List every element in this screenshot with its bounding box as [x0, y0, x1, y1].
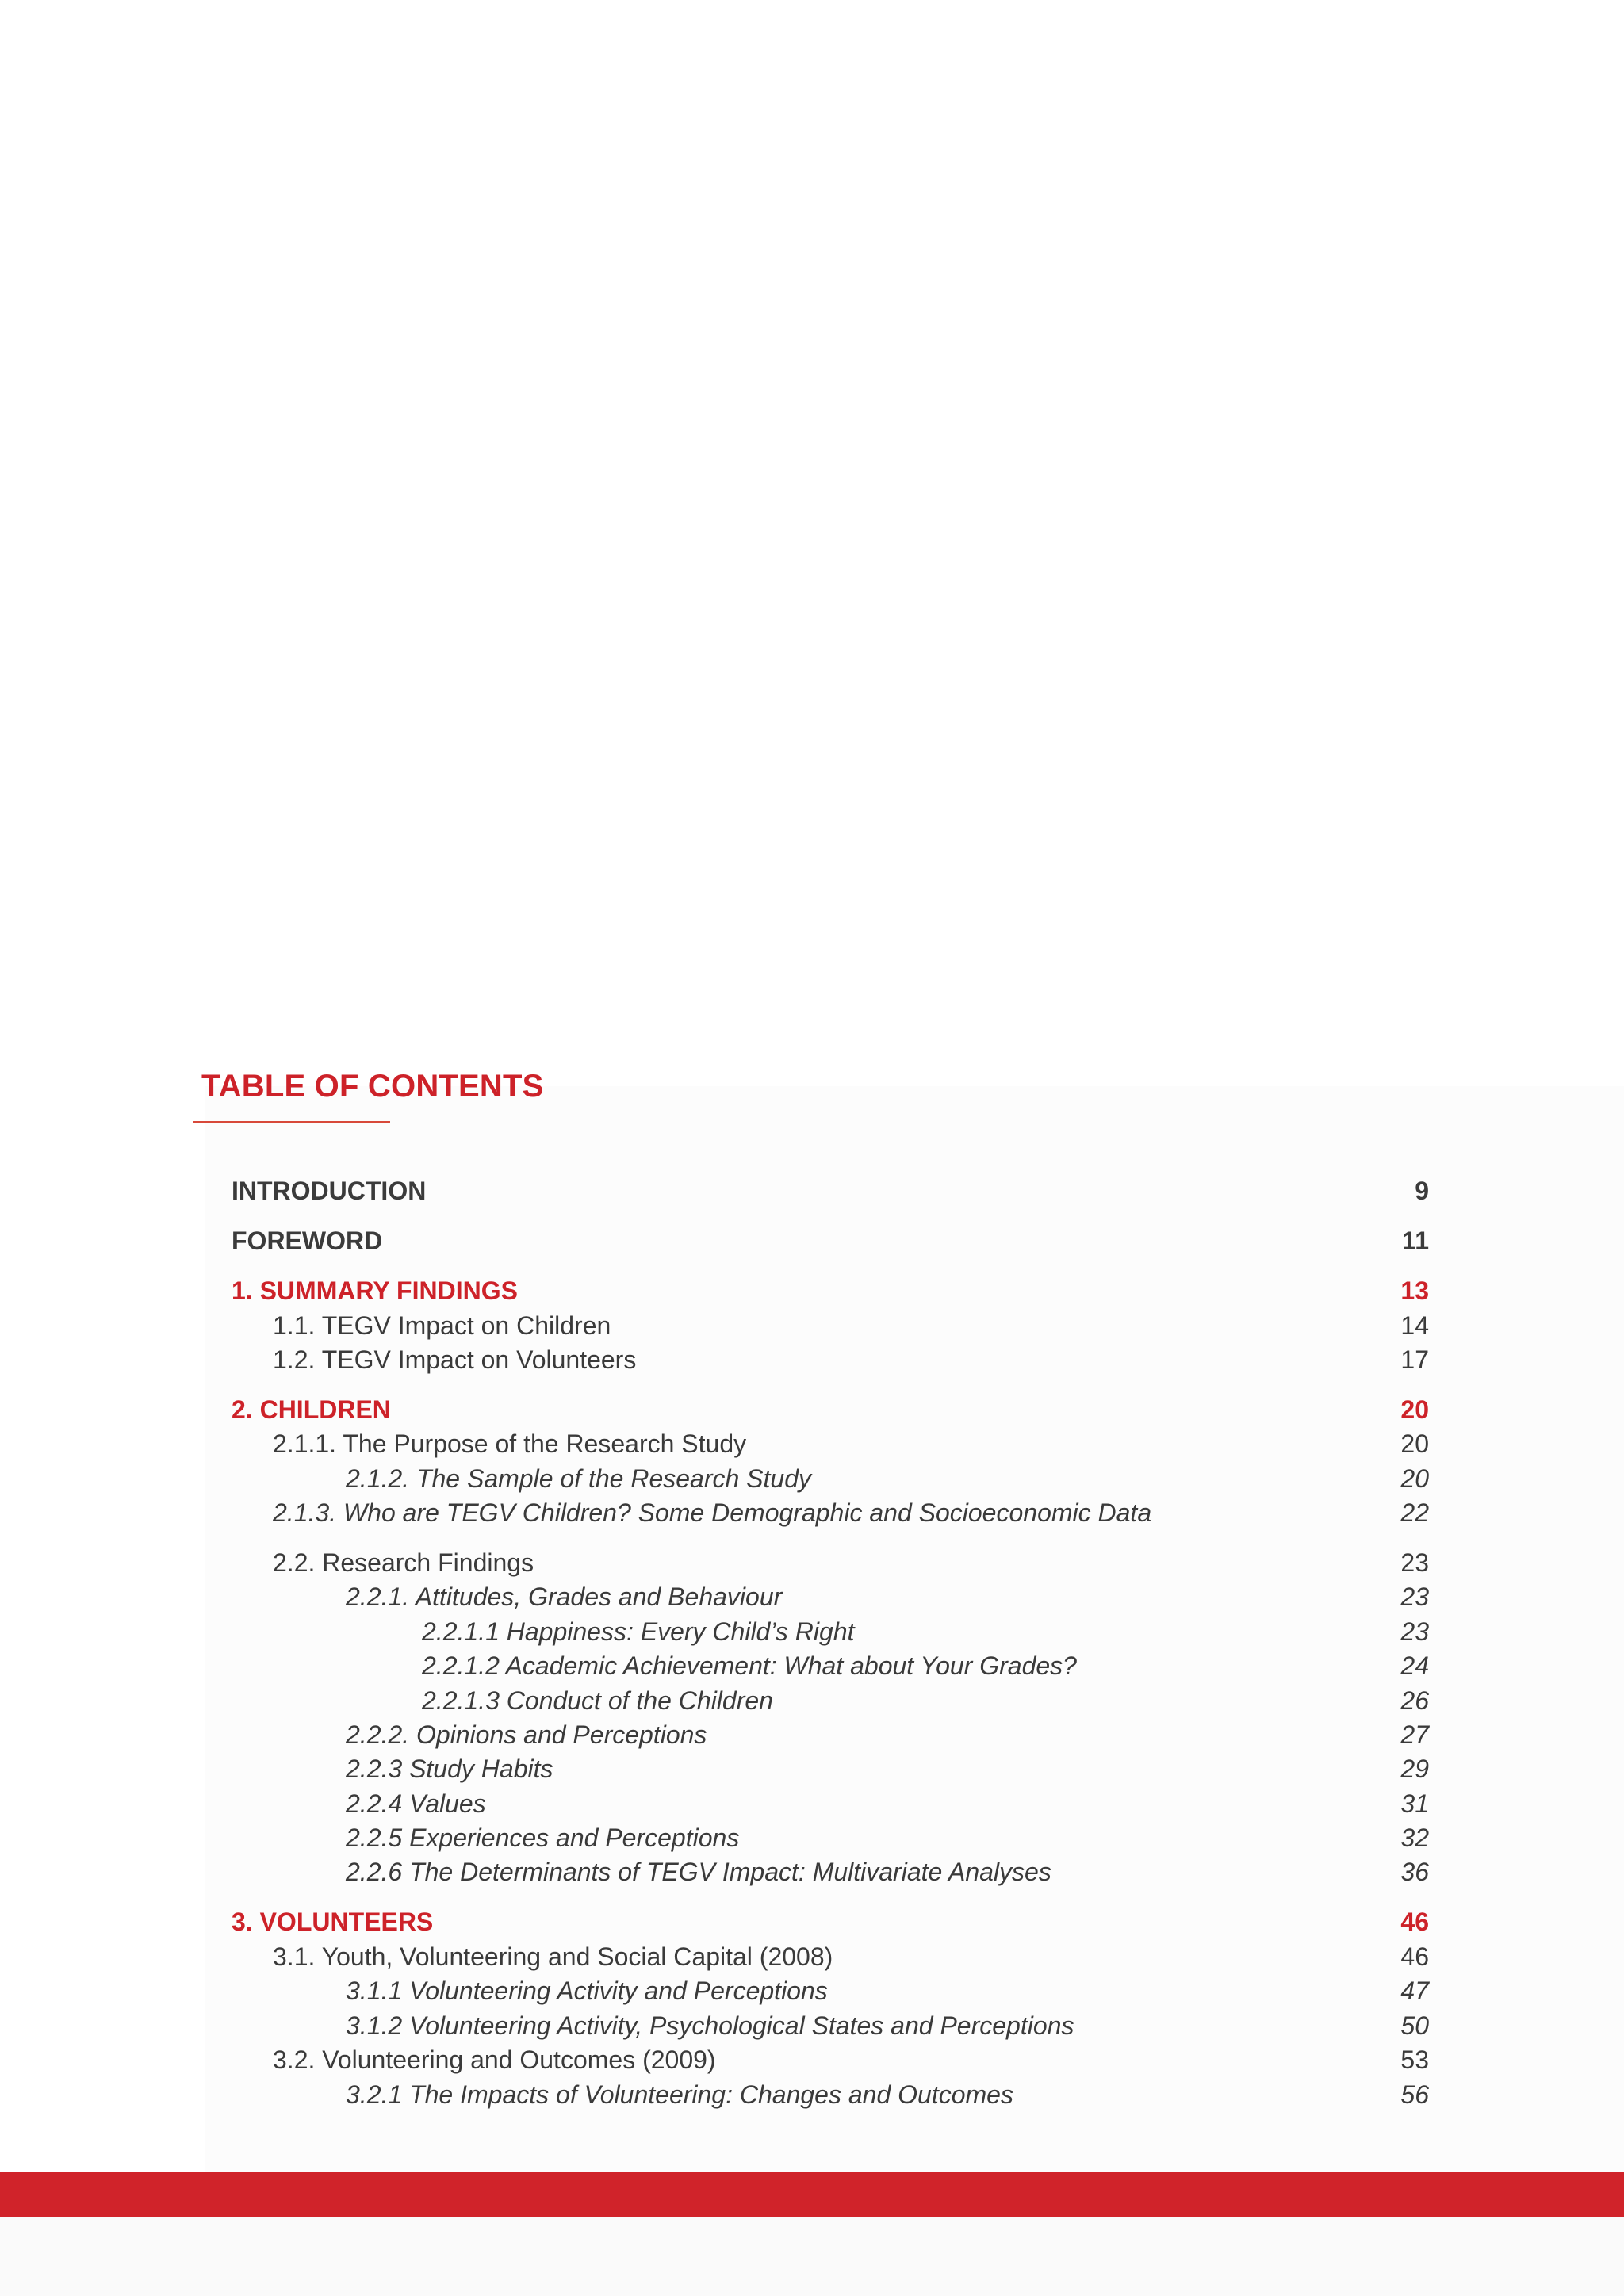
- toc-entry-label: 3.2.1 The Impacts of Volunteering: Changes and Outcomes: [346, 2080, 1013, 2109]
- toc-entry-label: INTRODUCTION: [232, 1177, 427, 1205]
- toc-entry-label: 1.1. TEGV Impact on Children: [273, 1311, 611, 1340]
- toc-entry-2-2-4[interactable]: [0, 1786, 1624, 1821]
- toc-entry-page: 47: [1400, 1976, 1429, 2005]
- toc-entry-label: 2.2.1.2 Academic Achievement: What about Your Grades?: [422, 1651, 1077, 1680]
- toc-entry-label: 1.2. TEGV Impact on Volunteers: [273, 1345, 637, 1374]
- toc-entry-page: 22: [1400, 1498, 1429, 1527]
- toc-entry-2-1-1[interactable]: [0, 1426, 1624, 1461]
- toc-entry-1-1[interactable]: [0, 1308, 1624, 1343]
- toc-entry-2-2-1-1[interactable]: [0, 1614, 1624, 1649]
- toc-section-volunteers[interactable]: [0, 1904, 1624, 1939]
- toc-entry-label: 2. CHILDREN: [232, 1395, 391, 1424]
- toc-entry-page: 14: [1400, 1311, 1429, 1340]
- toc-entry-label: 2.1.2. The Sample of the Research Study: [346, 1464, 811, 1493]
- toc-entry-2-2-1-3[interactable]: [0, 1683, 1624, 1718]
- toc-entry-label: 2.2.5 Experiences and Perceptions: [346, 1823, 740, 1852]
- toc-entry-label: 2.2.2. Opinions and Perceptions: [346, 1720, 707, 1749]
- toc-entry-label: 2.2.1. Attitudes, Grades and Behaviour: [346, 1582, 783, 1611]
- toc-entry-page: 46: [1400, 1942, 1429, 1971]
- toc-entry-page: 26: [1400, 1686, 1429, 1715]
- toc-entry-page: 23: [1400, 1582, 1429, 1611]
- toc-entry-page: 9: [1415, 1177, 1429, 1205]
- toc-entry-label: 2.2. Research Findings: [273, 1548, 534, 1577]
- toc-entry-page: 36: [1400, 1858, 1429, 1886]
- toc-entry-label: FOREWORD: [232, 1226, 383, 1255]
- toc-entry-page: 29: [1400, 1755, 1429, 1783]
- toc-entry-2-2-2[interactable]: [0, 1717, 1624, 1752]
- toc-section-children[interactable]: [0, 1392, 1624, 1427]
- toc-entry-page: 46: [1400, 1908, 1429, 1936]
- toc-entry-foreword[interactable]: [0, 1223, 1624, 1258]
- toc-entry-1-2[interactable]: [0, 1342, 1624, 1377]
- toc-entry-3-1-2[interactable]: [0, 2008, 1624, 2043]
- toc-entry-page: 50: [1400, 2011, 1429, 2040]
- toc-entry-page: 13: [1400, 1276, 1429, 1305]
- toc-entry-2-2-5[interactable]: [0, 1820, 1624, 1855]
- toc-entry-3-1[interactable]: [0, 1939, 1624, 1974]
- toc-entry-page: 17: [1400, 1345, 1429, 1374]
- toc-entry-2-2-1[interactable]: [0, 1579, 1624, 1614]
- toc-entry-3-1-1[interactable]: [0, 1973, 1624, 2008]
- toc-entry-page: 31: [1400, 1789, 1429, 1818]
- toc-entry-page: 20: [1400, 1429, 1429, 1458]
- toc-entry-page: 11: [1402, 1226, 1429, 1255]
- toc-entry-2-1-3[interactable]: [0, 1495, 1624, 1530]
- toc-entry-label: 3.1.2 Volunteering Activity, Psychological States and Perceptions: [346, 2011, 1074, 2040]
- toc-entry-page: 32: [1400, 1823, 1429, 1852]
- toc-entry-label: 2.2.6 The Determinants of TEGV Impact: Multivariate Analyses: [346, 1858, 1051, 1886]
- toc-entry-label: 3.1.1 Volunteering Activity and Perceptions: [346, 1976, 828, 2005]
- toc-entry-label: 2.2.4 Values: [346, 1789, 486, 1818]
- toc-entry-page: 23: [1400, 1617, 1429, 1646]
- toc-entry-label: 2.2.3 Study Habits: [346, 1755, 553, 1783]
- toc-entry-3-2[interactable]: [0, 2042, 1624, 2077]
- toc-entry-label: 3.2. Volunteering and Outcomes (2009): [273, 2045, 716, 2074]
- toc-entry-label: 3.1. Youth, Volunteering and Social Capital (2008): [273, 1942, 833, 1971]
- toc-entry-label: 2.2.1.3 Conduct of the Children: [422, 1686, 773, 1715]
- toc-entry-label: 2.2.1.1 Happiness: Every Child’s Right: [422, 1617, 855, 1646]
- toc-entry-page: 56: [1400, 2080, 1429, 2109]
- toc-entry-2-2-1-2[interactable]: [0, 1648, 1624, 1683]
- toc-entry-2-2-6[interactable]: [0, 1854, 1624, 1889]
- toc-entry-page: 20: [1400, 1395, 1429, 1424]
- toc-entry-2-2[interactable]: [0, 1545, 1624, 1580]
- toc-entry-label: 2.1.3. Who are TEGV Children? Some Demographic and Socioeconomic Data: [273, 1498, 1152, 1527]
- toc-entry-label: 1. SUMMARY FINDINGS: [232, 1276, 518, 1305]
- toc-section-summary-findings[interactable]: [0, 1273, 1624, 1308]
- toc-entry-page: 24: [1400, 1651, 1429, 1680]
- toc-entry-label: 3. VOLUNTEERS: [232, 1908, 434, 1936]
- toc-entry-page: 27: [1400, 1720, 1429, 1749]
- toc-entry-introduction[interactable]: [0, 1173, 1624, 1208]
- toc-entry-label: 2.1.1. The Purpose of the Research Study: [273, 1429, 747, 1458]
- toc-entry-page: 23: [1400, 1548, 1429, 1577]
- toc-heading: TABLE OF CONTENTS: [201, 1069, 544, 1104]
- toc-entry-page: 20: [1400, 1464, 1429, 1493]
- toc-entry-3-2-1[interactable]: [0, 2077, 1624, 2112]
- toc-entry-2-2-3[interactable]: [0, 1751, 1624, 1786]
- toc-entry-2-1-2[interactable]: [0, 1461, 1624, 1496]
- toc-entry-page: 53: [1400, 2045, 1429, 2074]
